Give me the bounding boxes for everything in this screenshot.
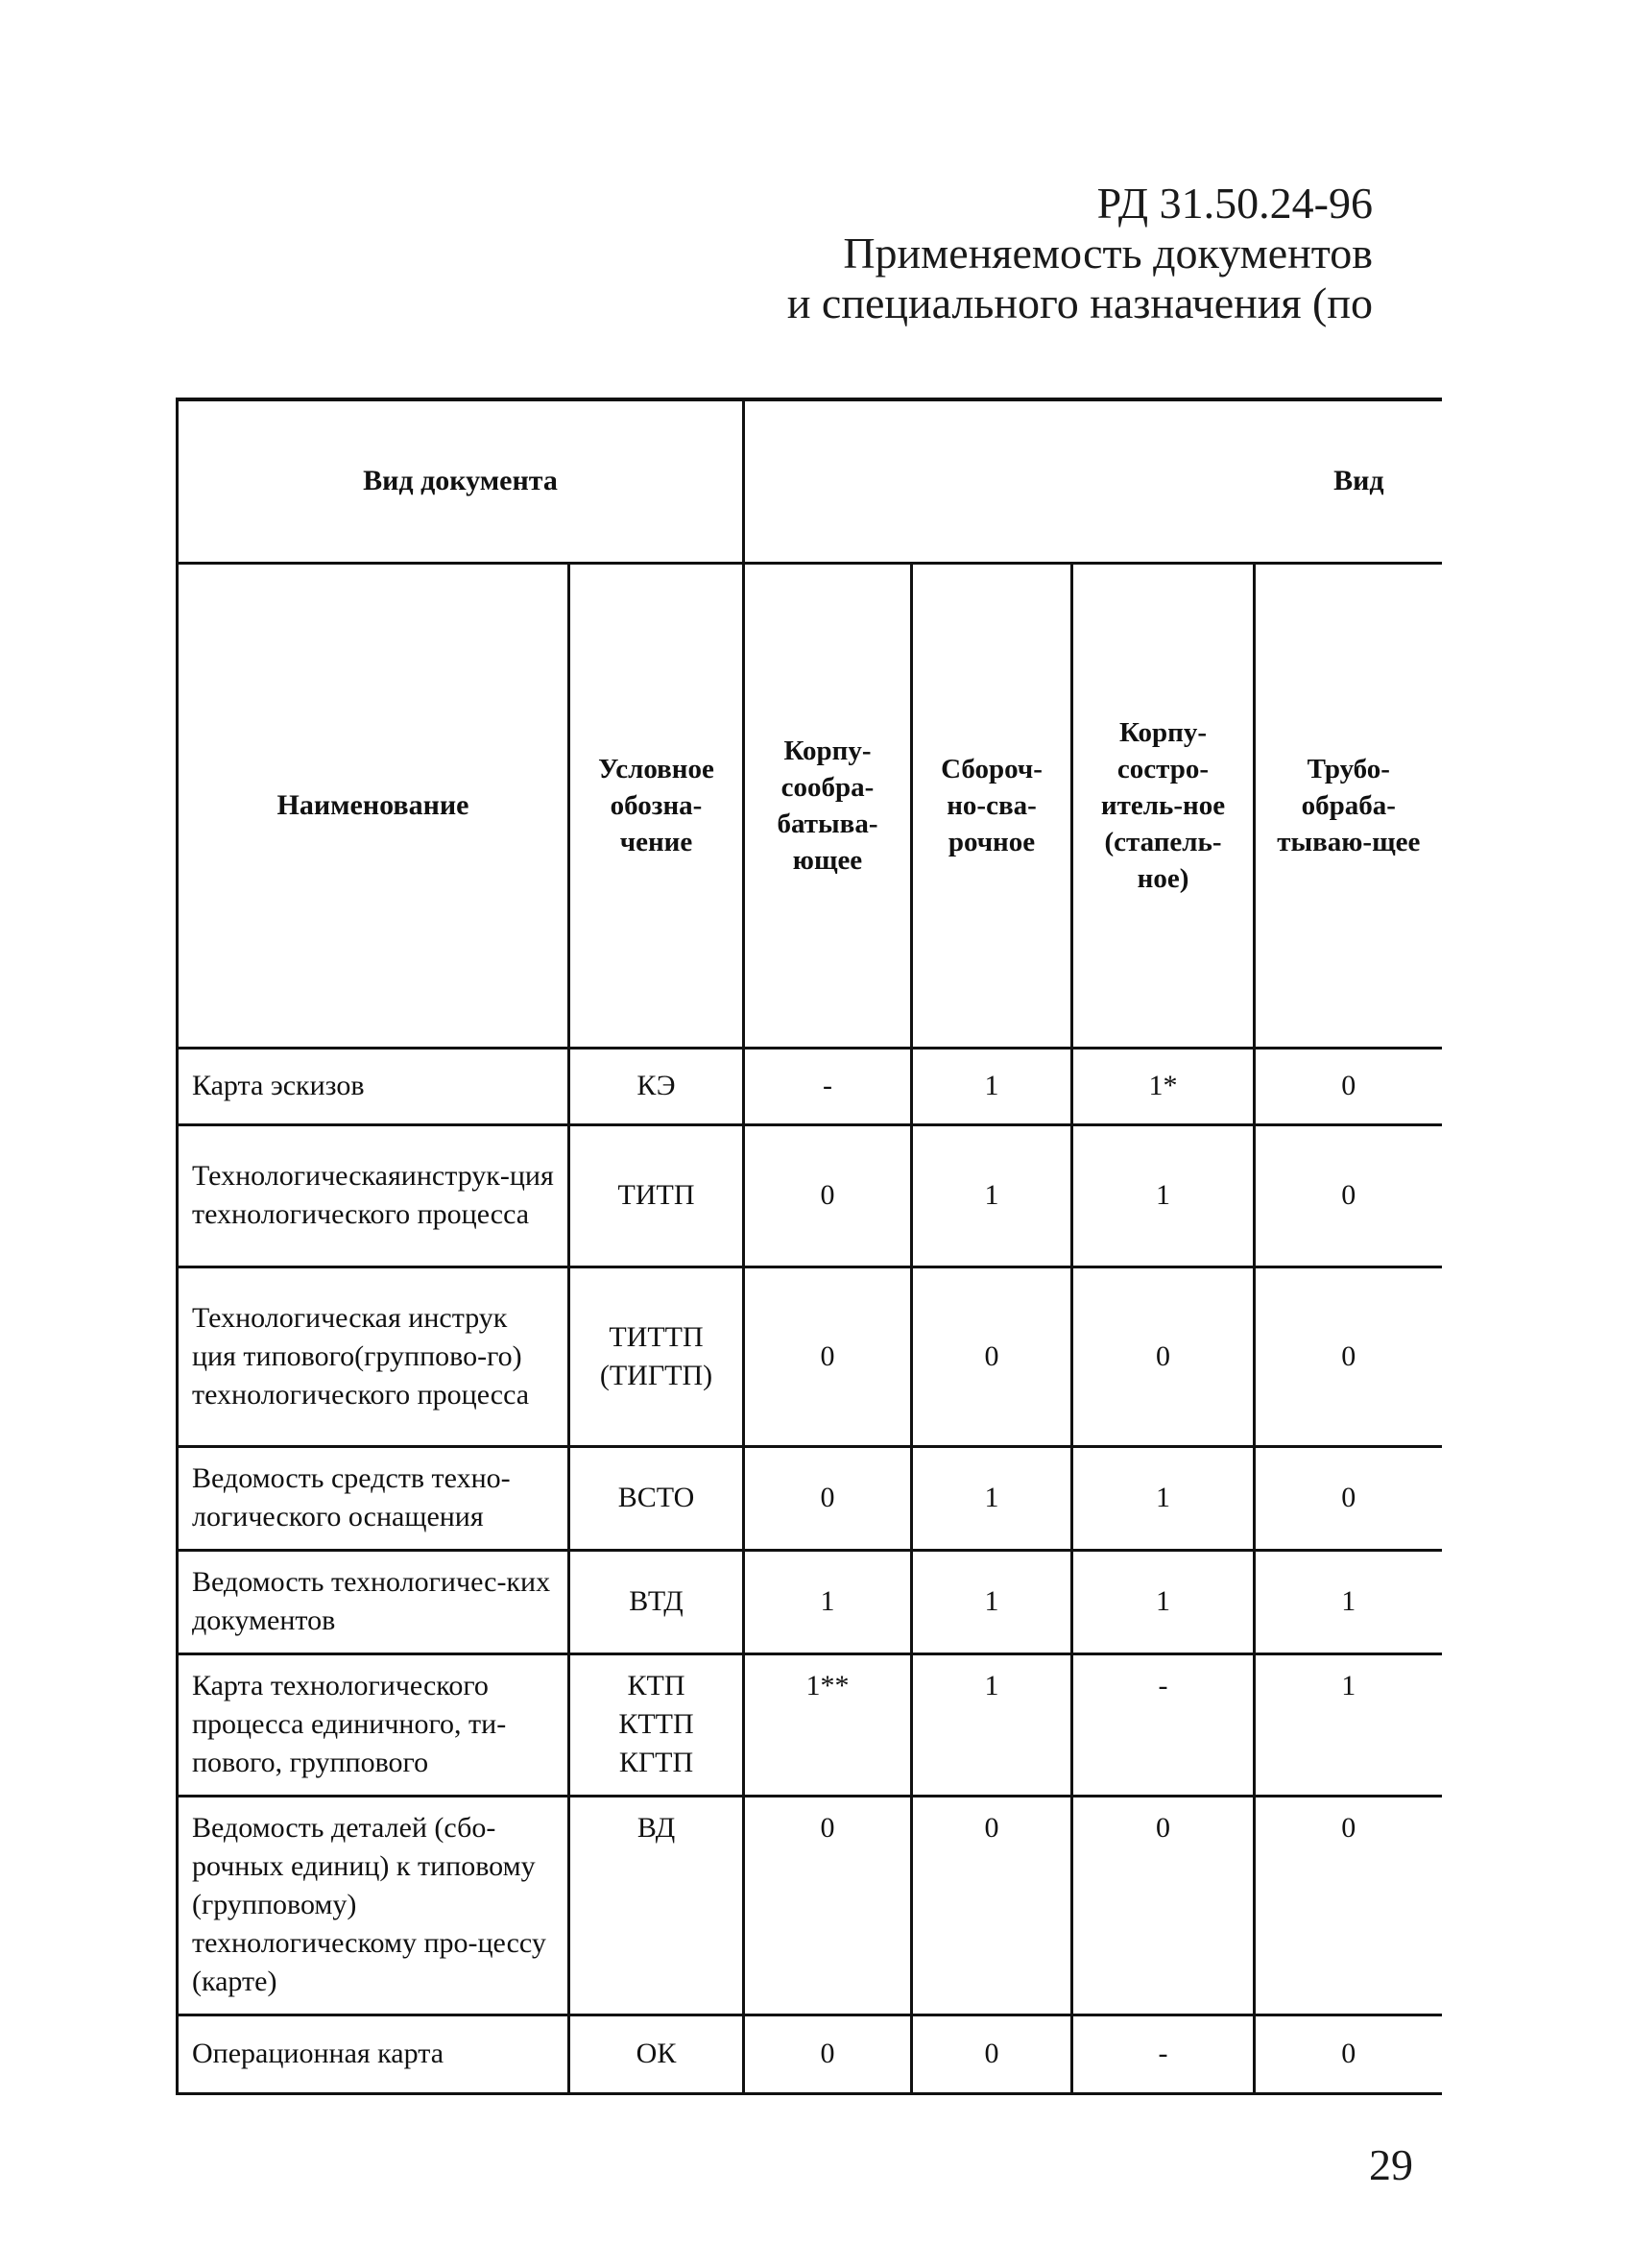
column-header-assembly-welding: Сбороч-но-сва-рочное (912, 563, 1072, 1048)
row-code: КЭ (569, 1048, 744, 1124)
column-header-hull-processing: Корпу-сообра-батыва-ющее (744, 563, 912, 1048)
applicability-table (176, 398, 1442, 2095)
row-value: 0 (744, 1124, 912, 1267)
row-name: Карта технологического процесса единичного, ти-пового, группового (178, 1653, 569, 1796)
row-value: 0 (912, 1267, 1072, 1446)
row-value: 1 (912, 1124, 1072, 1267)
table-row (178, 1550, 1442, 1653)
row-name: Ведомость деталей (сбо-рочных единиц) к типовому (групповому) технологическому про-цессу (карте) (178, 1796, 569, 2015)
row-code: КТП КТТП КГТП (569, 1653, 744, 1796)
row-value: 0 (744, 1796, 912, 2015)
page-number: 29 (1369, 2140, 1413, 2189)
row-name: Ведомость технологичес-ких документов (178, 1550, 569, 1653)
row-value: 0 (744, 1446, 912, 1550)
row-value: 0 (1255, 1796, 1442, 2015)
row-value: 1 (1255, 1653, 1442, 1796)
row-value: 1 (912, 1048, 1072, 1124)
row-value: 1 (912, 1550, 1072, 1653)
column-header-name: Наименование (178, 563, 569, 1048)
row-value: 1 (1072, 1446, 1255, 1550)
row-value: 0 (1255, 1267, 1442, 1446)
table-row (178, 1653, 1442, 1796)
row-value: - (744, 1048, 912, 1124)
document-code: РД 31.50.24-96 (1096, 179, 1373, 228)
row-value: 1 (1072, 1124, 1255, 1267)
row-value: 1** (744, 1653, 912, 1796)
table-row (178, 1048, 1442, 1124)
row-name: Технологическаяинструк-ция технологического процесса (178, 1124, 569, 1267)
row-value: 0 (744, 1267, 912, 1446)
row-value: 0 (1255, 1446, 1442, 1550)
row-value: 1 (912, 1653, 1072, 1796)
row-value: 0 (1255, 1048, 1442, 1124)
row-value: 1 (912, 1446, 1072, 1550)
row-code: ВТД (569, 1550, 744, 1653)
row-value: 1* (1072, 1048, 1255, 1124)
group-header-doc-type: Вид документа (178, 399, 744, 563)
page-header (787, 179, 1373, 328)
row-name: Технологическая инструк ция типового(группово-го) технологического процесса (178, 1267, 569, 1446)
row-name: Операционная карта (178, 2015, 569, 2093)
row-code: ВД (569, 1796, 744, 2015)
row-code: ВСТО (569, 1446, 744, 1550)
row-value: 0 (1255, 2015, 1442, 2093)
row-value: 0 (1255, 1124, 1442, 1267)
row-value: 0 (744, 2015, 912, 2093)
group-header-type: Вид (744, 399, 1442, 563)
table-row (178, 1446, 1442, 1550)
row-code: ТИТТП (ТИГТП) (569, 1267, 744, 1446)
row-value: 1 (1255, 1550, 1442, 1653)
row-value: 0 (912, 1796, 1072, 2015)
row-code: ОК (569, 2015, 744, 2093)
table-column-header-row (178, 563, 1442, 1048)
row-value: 1 (744, 1550, 912, 1653)
table-row (178, 2015, 1442, 2093)
column-header-code: Условное обозна-чение (569, 563, 744, 1048)
row-value: - (1072, 2015, 1255, 2093)
table-group-header-row (178, 399, 1442, 563)
table-title-line-2: и специального назначения (по (786, 278, 1373, 327)
column-header-pipe-processing: Трубо-обраба-тываю-щее (1255, 563, 1442, 1048)
row-value: 0 (1072, 1267, 1255, 1446)
row-value: - (1072, 1653, 1255, 1796)
column-header-hull-building: Корпу-состро-итель-ное (стапель-ное) (1072, 563, 1255, 1048)
row-value: 0 (912, 2015, 1072, 2093)
table-row (178, 1267, 1442, 1446)
table-row (178, 1796, 1442, 2015)
row-value: 0 (1072, 1796, 1255, 2015)
row-name: Ведомость средств техно-логического оснащения (178, 1446, 569, 1550)
table-row (178, 1124, 1442, 1267)
table-title-line-1: Применяемость документов (843, 229, 1373, 277)
row-code: ТИТП (569, 1124, 744, 1267)
row-value: 1 (1072, 1550, 1255, 1653)
row-name: Карта эскизов (178, 1048, 569, 1124)
